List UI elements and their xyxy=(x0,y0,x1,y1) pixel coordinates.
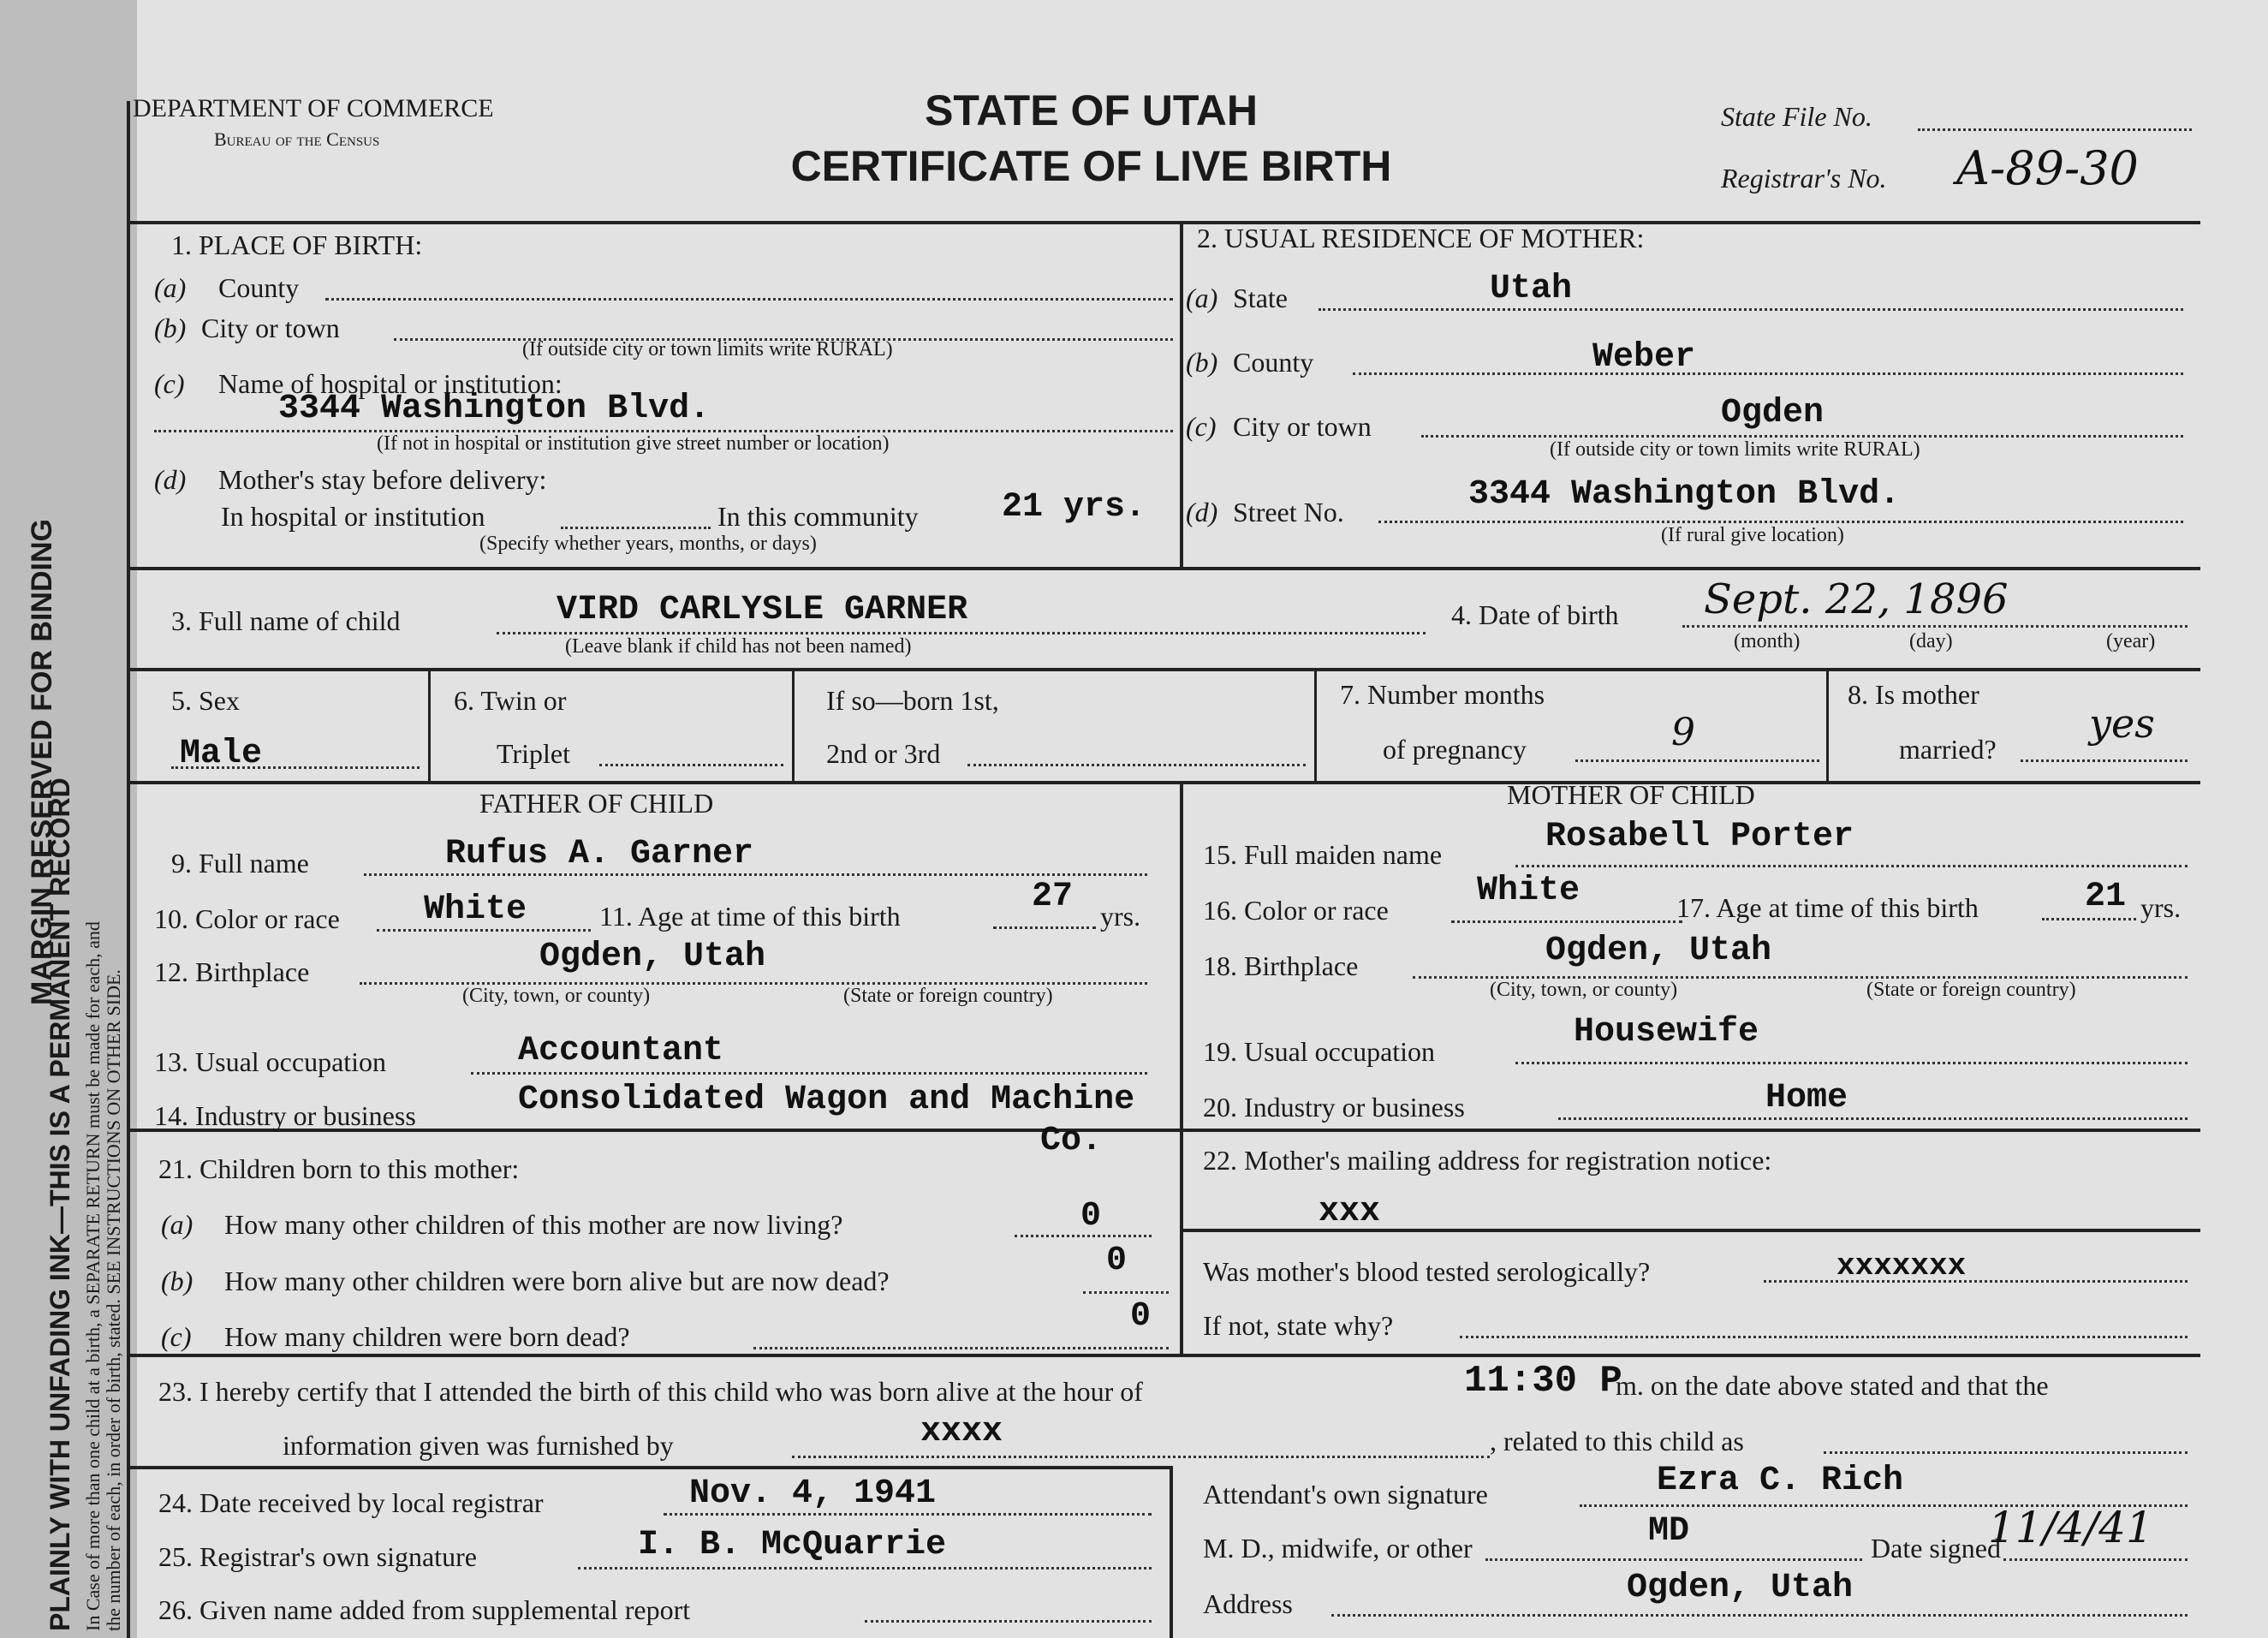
res-county-line xyxy=(1353,372,2183,375)
dob-year-note: (year) xyxy=(2106,630,2156,652)
res-street-label: Street No. xyxy=(1233,497,1344,527)
res-street-value: 3344 Washington Blvd. xyxy=(1468,475,1901,514)
preg-value: 9 xyxy=(1671,711,1695,754)
child-name-label: 3. Full name of child xyxy=(171,605,401,636)
res-city-line xyxy=(1421,435,2183,438)
father-ind-value: Consolidated Wagon and Machine xyxy=(518,1081,1135,1119)
why-line xyxy=(1460,1336,2188,1338)
mother-heading: MOTHER OF CHILD xyxy=(1507,779,1755,810)
born-label: If so—born 1st, xyxy=(826,685,999,716)
res-state-value: Utah xyxy=(1490,270,1573,308)
res-county-prefix: (b) xyxy=(1186,347,1218,378)
attendant-sig-label: Attendant's own signature xyxy=(1203,1479,1488,1510)
mother-birthplace-value: Ogden, Utah xyxy=(1545,932,1772,970)
stay-community-label: In this community xyxy=(717,501,919,532)
mother-city-note: (City, town, or county) xyxy=(1490,979,1678,1001)
registrar-no-value: A-89-30 xyxy=(1956,141,2139,195)
father-occ-label: 13. Usual occupation xyxy=(154,1046,387,1077)
county-prefix: (a) xyxy=(154,272,187,303)
divider-parents xyxy=(1180,784,1183,1354)
divider-twin xyxy=(792,671,795,781)
reg-sig-line xyxy=(578,1567,1152,1570)
hospital-prefix: (c) xyxy=(154,368,185,399)
children-c-label: How many children were born dead? xyxy=(224,1321,630,1352)
why-label: If not, state why? xyxy=(1203,1310,1394,1341)
related-line xyxy=(1824,1451,2188,1454)
res-state-label: State xyxy=(1233,283,1288,313)
mother-name-line xyxy=(1515,865,2188,867)
triplet-label: Triplet xyxy=(497,738,570,769)
title-certificate: CERTIFICATE OF LIVE BIRTH xyxy=(790,142,1392,190)
md-line xyxy=(1485,1558,1862,1561)
mother-ind-label: 20. Industry or business xyxy=(1203,1092,1465,1123)
res-city-label: City or town xyxy=(1233,411,1372,442)
stay-label: Mother's stay before delivery: xyxy=(218,464,547,495)
md-value: MD xyxy=(1648,1512,1690,1551)
state-file-label: State File No. xyxy=(1721,101,1872,132)
mother-name-value: Rosabell Porter xyxy=(1545,818,1854,856)
married-value: yes xyxy=(2089,700,2155,747)
res-street-note: (If rural give location) xyxy=(1661,524,1844,546)
rule-registrar-top xyxy=(128,1466,1173,1469)
order-label: 2nd or 3rd xyxy=(826,738,941,769)
place-heading: 1. PLACE OF BIRTH: xyxy=(171,229,423,260)
res-street-prefix: (d) xyxy=(1186,497,1218,527)
dob-line xyxy=(1682,625,2188,628)
preg-line xyxy=(1575,759,1819,762)
father-name-value: Rufus A. Garner xyxy=(445,835,754,873)
dept-label: DEPARTMENT OF COMMERCE xyxy=(133,94,494,122)
res-state-prefix: (a) xyxy=(1186,283,1218,313)
margin-text-2: PLAINLY WITH UNFADING INK—THIS IS A PERMANENT RECORD xyxy=(45,777,75,1631)
hospital-value: 3344 Washington Blvd. xyxy=(278,390,711,428)
order-line xyxy=(967,764,1306,766)
address-line xyxy=(1331,1614,2188,1617)
margin-text-4: the number of each, in order of birth, stated. SEE INSTRUCTIONS ON OTHER SIDE. xyxy=(103,969,124,1631)
county-label: County xyxy=(218,272,300,303)
child-name-note: (Leave blank if child has not been named) xyxy=(565,635,912,658)
mother-ind-line xyxy=(1558,1117,2188,1120)
certify-label-c: information given was furnished by xyxy=(283,1430,674,1461)
rule-after-residence xyxy=(128,567,2200,570)
rule-after-name xyxy=(128,668,2200,671)
children-a-prefix: (a) xyxy=(161,1209,193,1240)
certify-label-b: m. on the date above stated and that the xyxy=(1616,1370,2049,1401)
married-label-2: married? xyxy=(1899,734,1997,765)
blood-line xyxy=(1764,1280,2188,1283)
dob-value: Sept. 22, 1896 xyxy=(1704,575,2009,623)
sex-value: Male xyxy=(180,735,263,773)
children-c-prefix: (c) xyxy=(161,1321,192,1352)
mother-age-label: 17. Age at time of this birth xyxy=(1676,892,1979,923)
divider-1-2 xyxy=(1180,224,1183,567)
children-b-label: How many other children were born alive but are now dead? xyxy=(224,1266,890,1296)
triplet-line xyxy=(599,764,783,766)
bureau-label: Bureau of the Census xyxy=(214,128,380,150)
father-heading: FATHER OF CHILD xyxy=(479,788,714,819)
res-city-prefix: (c) xyxy=(1186,411,1217,442)
reg-sig-label: 25. Registrar's own signature xyxy=(158,1541,477,1572)
sex-label: 5. Sex xyxy=(171,685,240,716)
state-file-line xyxy=(1918,128,2192,131)
children-c-line xyxy=(753,1347,1169,1349)
twin-label: 6. Twin or xyxy=(454,685,567,716)
divider-months xyxy=(1826,671,1829,781)
blood-label: Was mother's blood tested serologically? xyxy=(1203,1256,1651,1287)
city-label: City or town xyxy=(201,313,340,343)
address-label: Address xyxy=(1203,1588,1293,1619)
divider-born xyxy=(1314,671,1317,781)
residence-heading: 2. USUAL RESIDENCE OF MOTHER: xyxy=(1197,223,1645,253)
children-heading: 21. Children born to this mother: xyxy=(158,1153,520,1184)
father-occ-line xyxy=(471,1072,1147,1075)
certify-furnished-value: xxxx xyxy=(920,1413,1003,1451)
attendant-sig-value: Ezra C. Rich xyxy=(1657,1462,1904,1500)
rule-top xyxy=(128,221,2200,224)
father-birthplace-label: 12. Birthplace xyxy=(154,956,310,987)
hospital-note: (If not in hospital or institution give street number or location) xyxy=(377,432,890,455)
given-name-label: 26. Given name added from supplemental report xyxy=(158,1594,691,1625)
mother-race-value: White xyxy=(1477,872,1580,910)
mailing-label: 22. Mother's mailing address for registration notice: xyxy=(1203,1145,1772,1176)
father-state-note: (State or foreign country) xyxy=(843,985,1053,1007)
given-name-line xyxy=(865,1620,1152,1623)
registrar-no-label: Registrar's No. xyxy=(1721,163,1887,194)
father-birthplace-value: Ogden, Utah xyxy=(539,938,766,976)
father-age-line xyxy=(993,926,1096,929)
father-name-line xyxy=(364,873,1147,876)
preg-label: of pregnancy xyxy=(1383,734,1527,765)
res-state-line xyxy=(1319,308,2183,311)
reg-date-value: Nov. 4, 1941 xyxy=(689,1474,937,1513)
married-line xyxy=(2021,759,2188,762)
date-signed-line xyxy=(2003,1558,2188,1561)
dob-label: 4. Date of birth xyxy=(1451,599,1619,630)
furnished-line xyxy=(792,1456,1490,1458)
children-c-value: 0 xyxy=(1130,1297,1152,1336)
mother-birthplace-label: 18. Birthplace xyxy=(1203,950,1359,981)
res-county-label: County xyxy=(1233,347,1314,378)
reg-date-label: 24. Date received by local registrar xyxy=(158,1487,544,1518)
sex-line xyxy=(171,766,420,769)
date-signed-label: Date signed xyxy=(1871,1533,2001,1564)
mother-race-label: 16. Color or race xyxy=(1203,895,1389,926)
father-race-label: 10. Color or race xyxy=(154,903,340,934)
father-ind-value-2: Co. xyxy=(1040,1122,1103,1160)
father-race-line xyxy=(377,929,591,932)
frame-left-line xyxy=(127,101,130,1638)
children-b-value: 0 xyxy=(1106,1242,1128,1280)
children-a-value: 0 xyxy=(1080,1197,1102,1236)
father-age-unit: yrs. xyxy=(1100,901,1141,932)
date-signed-value: 11/4/41 xyxy=(1988,1503,2153,1552)
father-race-value: White xyxy=(424,890,527,929)
stay-prefix: (d) xyxy=(154,464,187,495)
child-name-value: VIRD CARLYSLE GARNER xyxy=(557,591,968,629)
father-ind-label: 14. Industry or business xyxy=(154,1100,416,1131)
margin-text-1: MARGIN RESERVED FOR BINDING xyxy=(26,519,58,1005)
father-name-label: 9. Full name xyxy=(171,848,309,879)
rule-after-children xyxy=(128,1354,2200,1357)
months-label: 7. Number months xyxy=(1340,679,1545,710)
county-line xyxy=(325,298,1173,301)
mother-occ-value: Housewife xyxy=(1574,1013,1759,1051)
father-age-value: 27 xyxy=(1032,878,1074,916)
mother-occ-line xyxy=(1515,1062,2188,1064)
city-note: (If outside city or town limits write RURAL) xyxy=(522,338,893,360)
margin-text-3: In Case of more than one child at a birth, a SEPARATE RETURN must be made for each, and xyxy=(82,921,104,1631)
child-name-line xyxy=(497,632,1426,634)
father-city-note: (City, town, or county) xyxy=(462,985,651,1007)
dob-day-note: (day) xyxy=(1909,630,1953,652)
married-label-1: 8. Is mother xyxy=(1848,679,1979,710)
mother-name-label: 15. Full maiden name xyxy=(1203,839,1443,870)
mother-race-line xyxy=(1451,920,1682,923)
res-street-line xyxy=(1378,521,2183,523)
mother-ind-value: Home xyxy=(1765,1079,1848,1117)
md-label: M. D., midwife, or other xyxy=(1203,1533,1473,1564)
children-b-prefix: (b) xyxy=(161,1266,193,1296)
mother-age-value: 21 xyxy=(2085,878,2127,916)
rule-after-parents xyxy=(128,1129,2200,1132)
mother-state-note: (State or foreign country) xyxy=(1866,979,2076,1001)
title-state: STATE OF UTAH xyxy=(925,86,1258,134)
res-county-value: Weber xyxy=(1592,338,1696,377)
binding-margin xyxy=(0,0,137,1638)
mother-occ-label: 19. Usual occupation xyxy=(1203,1036,1436,1067)
res-city-note: (If outside city or town limits write RURAL) xyxy=(1550,438,1920,461)
certify-hour-value: 11:30 P xyxy=(1464,1360,1622,1403)
father-occ-value: Accountant xyxy=(518,1032,724,1070)
res-city-value: Ogden xyxy=(1721,394,1825,432)
blood-value: xxxxxxx xyxy=(1836,1248,1967,1284)
divider-registrar xyxy=(1170,1466,1173,1638)
hospital-label: Name of hospital or institution: xyxy=(218,368,563,399)
stay-community-value: 21 yrs. xyxy=(1002,488,1146,527)
mother-age-line xyxy=(2042,918,2136,920)
rule-after-sex xyxy=(128,781,2200,784)
mother-age-unit: yrs. xyxy=(2140,892,2182,923)
children-a-label: How many other children of this mother are now living? xyxy=(224,1209,843,1240)
mailing-value: xxx xyxy=(1319,1193,1381,1231)
children-b-line xyxy=(1083,1291,1169,1294)
stay-note: (Specify whether years, months, or days) xyxy=(479,533,817,555)
divider-sex xyxy=(428,671,431,781)
stay-hospital-line xyxy=(561,527,711,529)
certify-label-d: , related to this child as xyxy=(1490,1426,1744,1456)
father-age-label: 11. Age at time of this birth xyxy=(599,901,901,932)
city-prefix: (b) xyxy=(154,313,187,343)
dob-month-note: (month) xyxy=(1734,630,1801,652)
certify-label-a: 23. I hereby certify that I attended the birth of this child who was born alive at the hour of xyxy=(158,1376,1143,1407)
reg-date-line xyxy=(664,1513,1152,1516)
reg-sig-value: I. B. McQuarrie xyxy=(638,1526,947,1564)
address-value: Ogden, Utah xyxy=(1627,1569,1854,1607)
stay-hospital-label: In hospital or institution xyxy=(221,501,485,532)
